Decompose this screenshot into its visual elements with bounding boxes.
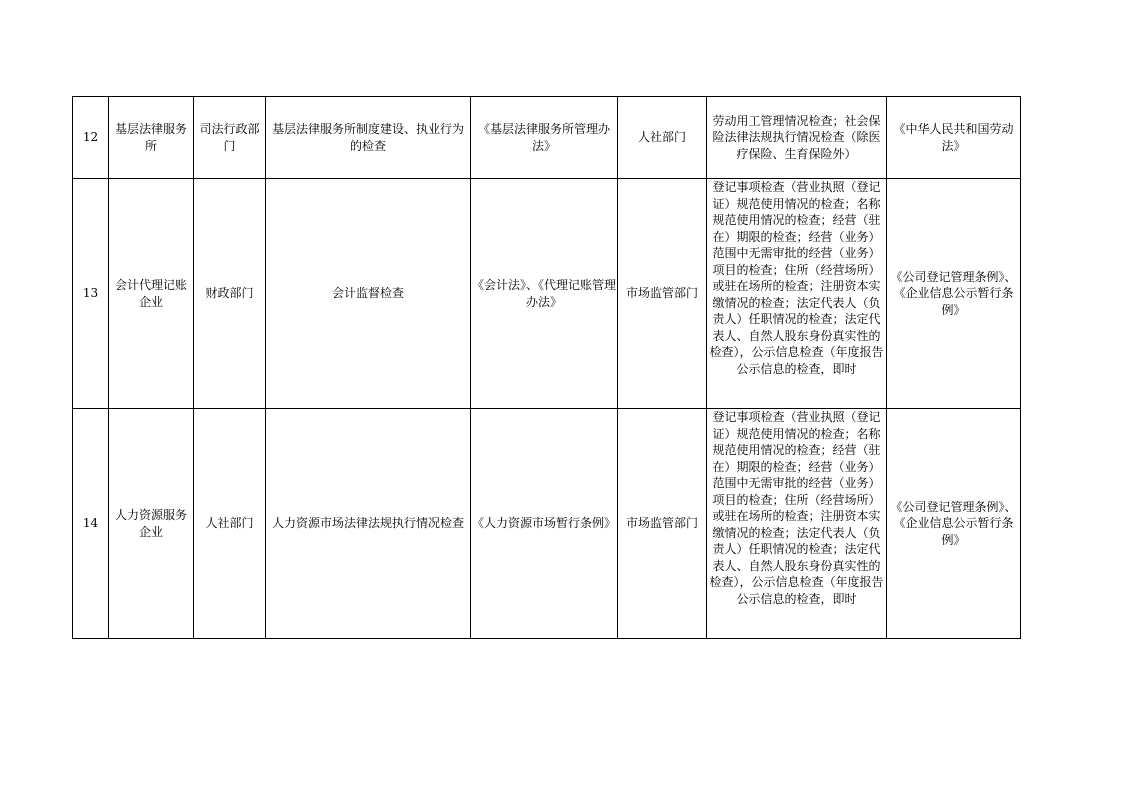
row-number: 13 [73,179,109,409]
responsible-department: 财政部门 [194,179,266,409]
inspection-table [72,96,1021,639]
joint-inspection-item: 登记事项检查（营业执照（登记证）规范使用情况的检查；名称规范使用情况的检查；经营（驻在）期限的检查；经营（业务）范围中无需审批的经营（业务）项目的检查；住所（经营场所）或驻在场所的检查；注册资本实缴情况的检查；法定代表人（负责人）任职情况的检查；法定代表人、自然人股东身份真实性的检查），公示信息检查（年度报告公示信息的检查，即时 [709,180,884,376]
inspected-subject: 基层法律服务所 [109,97,194,179]
inspected-subject: 人力资源服务企业 [109,409,194,639]
joint-inspection-item-cell [707,179,887,409]
inspection-basis: 《会计法》、《代理记账管理办法》 [471,179,618,409]
responsible-department: 人社部门 [194,409,266,639]
inspection-item: 基层法律服务所制度建设、执业行为的检查 [266,97,471,179]
inspection-item: 人力资源市场法律法规执行情况检查 [266,409,471,639]
joint-inspection-item: 劳动用工管理情况检查；社会保险法律法规执行情况检查（除医疗保险、生育保险外） [707,97,887,179]
joint-inspection-item: 登记事项检查（营业执照（登记证）规范使用情况的检查；名称规范使用情况的检查；经营（驻在）期限的检查；经营（业务）范围中无需审批的经营（业务）项目的检查；住所（经营场所）或驻在场所的检查；注册资本实缴情况的检查；法定代表人（负责人）任职情况的检查；法定代表人、自然人股东身份真实性的检查），公示信息检查（年度报告公示信息的检查，即时 [709,410,884,606]
joint-department: 市场监管部门 [618,409,707,639]
inspection-basis: 《人力资源市场暂行条例》 [471,409,618,639]
joint-department: 市场监管部门 [618,179,707,409]
table-row [73,179,1021,409]
responsible-department: 司法行政部门 [194,97,266,179]
clipped-cell-content [707,179,886,408]
joint-department: 人社部门 [618,97,707,179]
joint-inspection-basis: 《中华人民共和国劳动法》 [887,97,1021,179]
inspection-basis: 《基层法律服务所管理办法》 [471,97,618,179]
table-row [73,409,1021,639]
joint-inspection-basis: 《公司登记管理条例》、《企业信息公示暂行条例》 [887,409,1021,639]
table-row [73,97,1021,179]
inspected-subject: 会计代理记账企业 [109,179,194,409]
inspection-item: 会计监督检查 [266,179,471,409]
joint-inspection-basis: 《公司登记管理条例》、《企业信息公示暂行条例》 [887,179,1021,409]
row-number: 14 [73,409,109,639]
clipped-cell-content [707,409,886,638]
joint-inspection-item-cell [707,409,887,639]
row-number: 12 [73,97,109,179]
